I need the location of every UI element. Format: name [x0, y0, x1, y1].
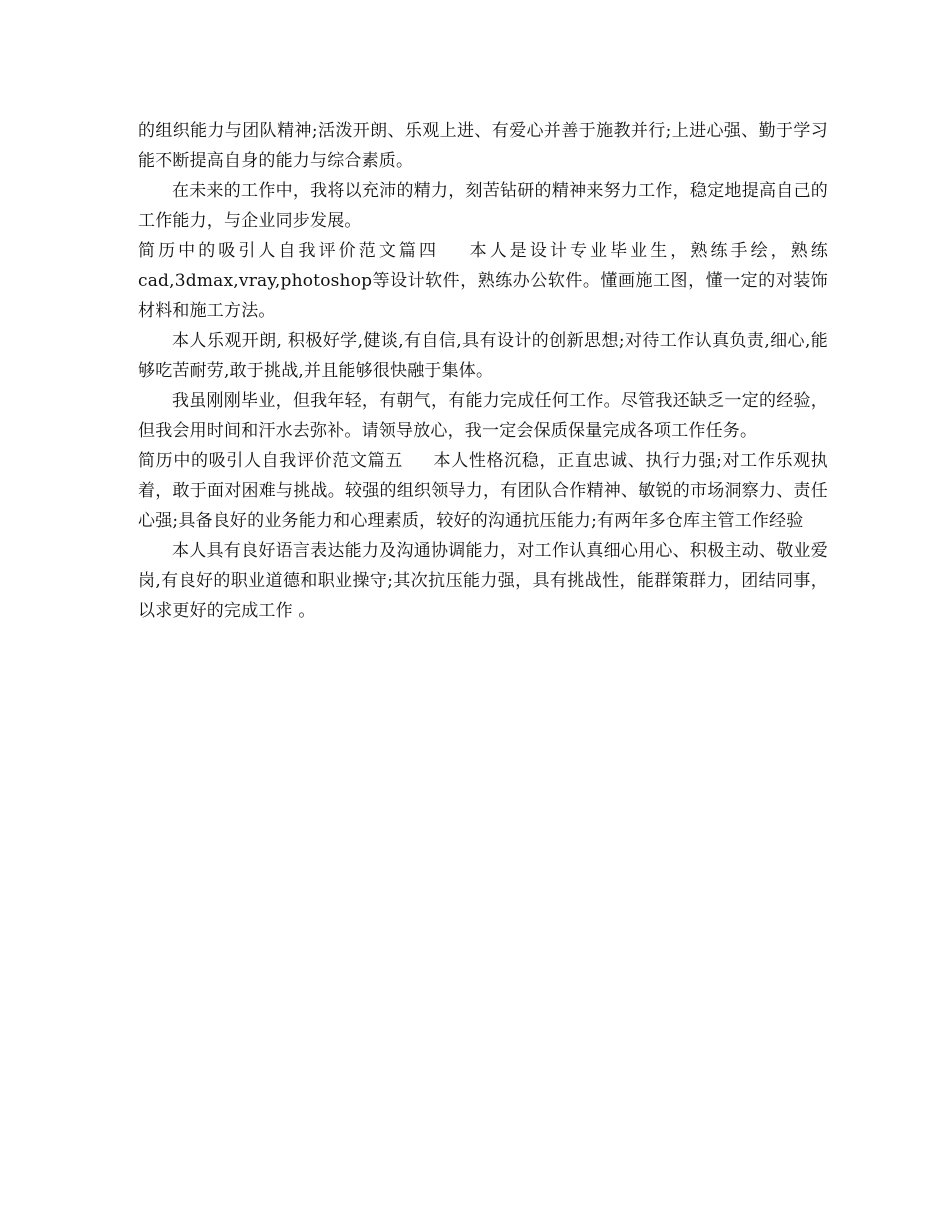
paragraph-text: 的组织能力与团队精神;活泼开朗、乐观上进、有爱心并善于施教并行;上进心强、勤于学习能不断提高自身的能力与综合素质。 [138, 121, 828, 171]
paragraph-text: 本人性格沉稳，正直忠诚、执行力强;对工作乐观执着，敢于面对困难与挑战。较强的组织领导力，有团队合作精神、敏锐的市场洞察力、责任心强;具备良好的业务能力和心理素质，较好的沟通抗压能力;有两年多仓库主管工作经验 [138, 451, 829, 531]
section-heading-4: 简历中的吸引人自我评价范文篇四 [138, 241, 440, 261]
paragraph-6 [138, 446, 828, 536]
paragraph-5 [138, 386, 828, 446]
paragraph-text: 我虽刚刚毕业，但我年轻，有朝气，有能力完成任何工作。尽管我还缺乏一定的经验，但我会用时间和汗水去弥补。请领导放心，我一定会保质保量完成各项工作任务。 [138, 391, 828, 441]
paragraph-text: 在未来的工作中，我将以充沛的精力，刻苦钻研的精神来努力工作，稳定地提高自己的工作能力，与企业同步发展。 [138, 181, 828, 231]
paragraph-3 [138, 236, 828, 326]
paragraph-text: 本人具有良好语言表达能力及沟通协调能力，对工作认真细心用心、积极主动、敬业爱岗,有良好的职业道德和职业操守;其次抗压能力强，具有挑战性，能群策群力，团结同事，以求更好的完成工作 。 [138, 541, 828, 621]
section-heading-5: 简历中的吸引人自我评价范文篇五 [138, 451, 403, 471]
paragraph-4 [138, 326, 828, 386]
paragraph-1 [138, 116, 828, 176]
document-body [138, 116, 828, 626]
paragraph-7 [138, 536, 828, 626]
paragraph-text: 本人是设计专业毕业生，熟练手绘，熟练cad,3dmax,vray,photoshop等设计软件，熟练办公软件。懂画施工图，懂一定的对装饰材料和施工方法。 [138, 241, 828, 321]
paragraph-text: 本人乐观开朗, 积极好学,健谈,有自信,具有设计的创新思想;对待工作认真负责,细心,能够吃苦耐劳,敢于挑战,并且能够很快融于集体。 [138, 331, 828, 381]
paragraph-2 [138, 176, 828, 236]
